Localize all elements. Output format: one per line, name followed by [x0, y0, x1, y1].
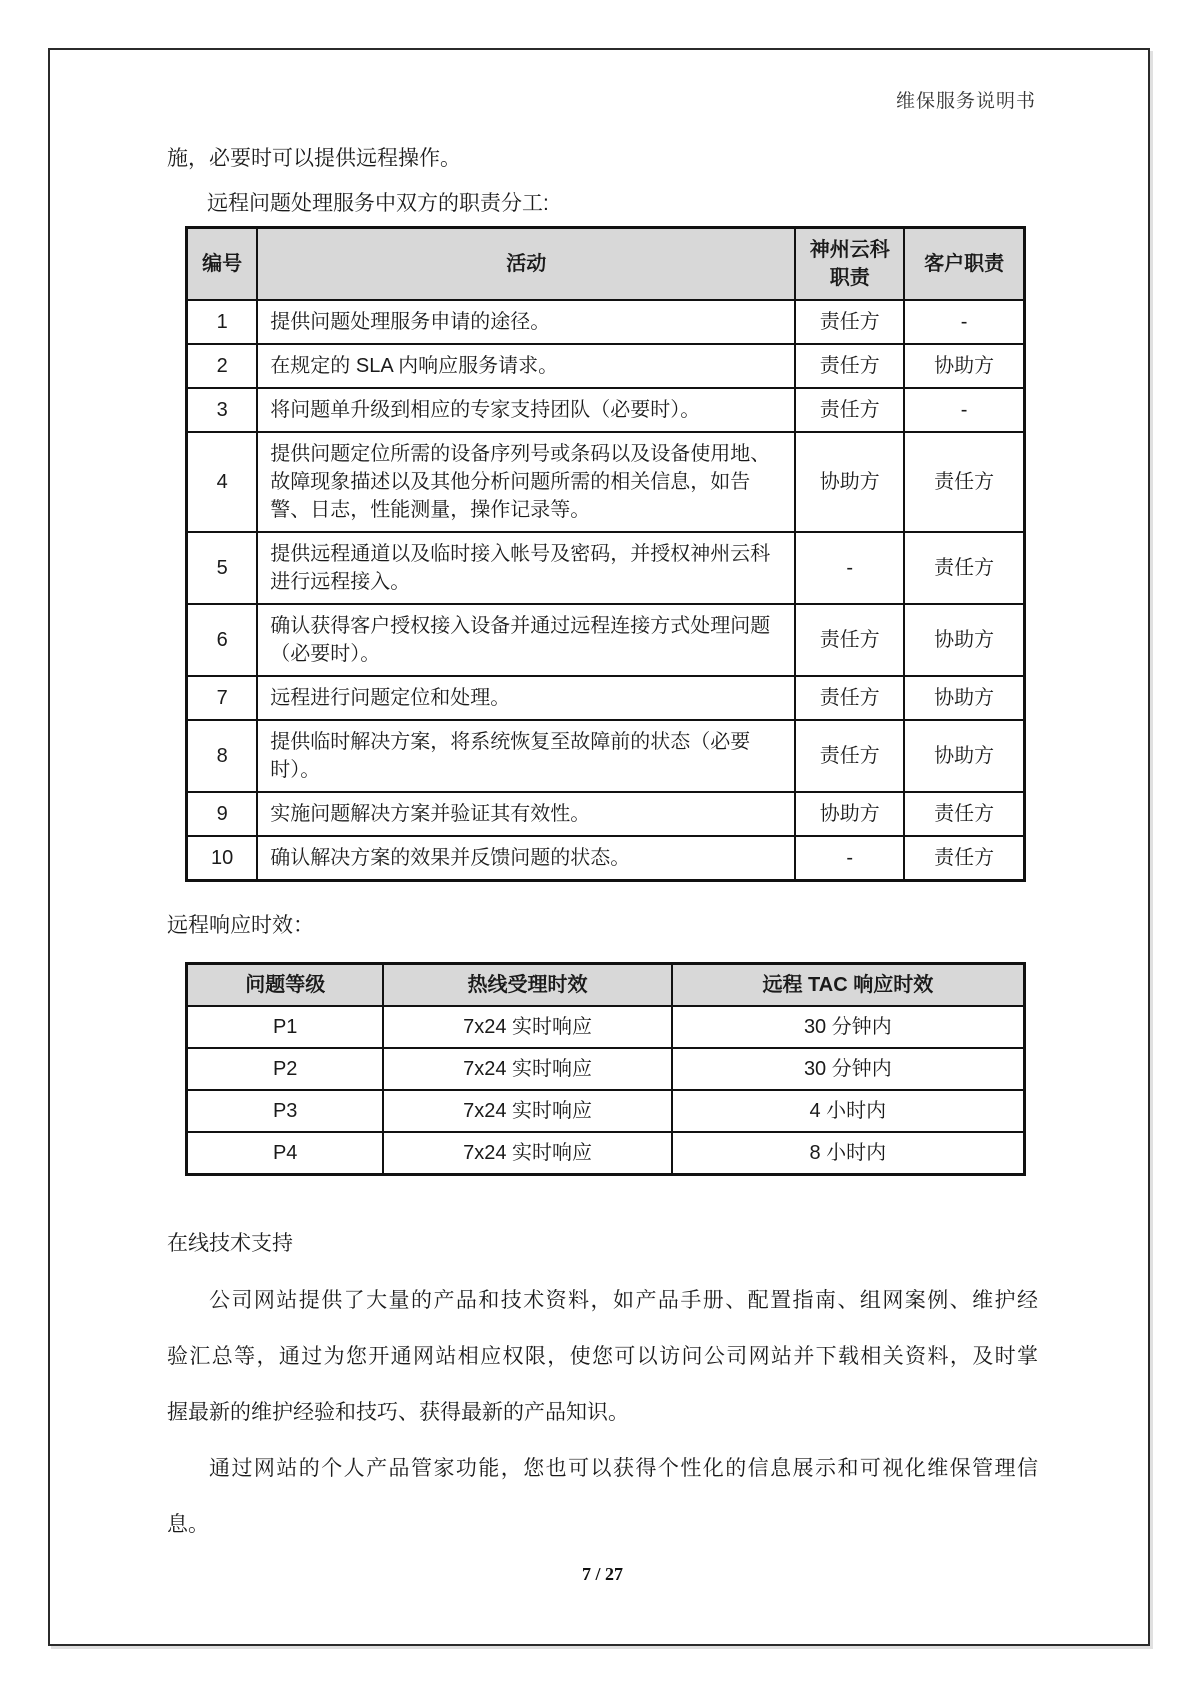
table-row: [187, 836, 1025, 881]
table-row: [187, 1006, 1025, 1048]
cell-customer: 协助方: [904, 676, 1024, 720]
cell-num: 7: [187, 676, 258, 720]
table-row: [187, 1048, 1025, 1090]
table-row: [187, 388, 1025, 432]
page-border-frame: [48, 48, 1150, 1646]
cell-activity: 确认获得客户授权接入设备并通过远程连接方式处理问题（必要时）。: [257, 604, 795, 676]
paragraph: [167, 1452, 1038, 1542]
online-support-heading: 在线技术支持: [167, 1232, 293, 1255]
cell-num: 8: [187, 720, 258, 792]
cell-num: 1: [187, 300, 258, 344]
cell-activity: 提供远程通道以及临时接入帐号及密码，并授权神州云科进行远程接入。: [257, 532, 795, 604]
cell-customer: 责任方: [904, 836, 1024, 881]
paragraph: [167, 1284, 1038, 1430]
cell-hotline: 7x24 实时响应: [383, 1048, 671, 1090]
response-time-table: [185, 962, 1026, 1176]
table-row: [187, 432, 1025, 532]
cell-activity: 实施问题解决方案并验证其有效性。: [257, 792, 795, 836]
response-time-table-body: [187, 1006, 1025, 1175]
header-cell-tac: 远程 TAC 响应时效: [672, 964, 1025, 1007]
table-row: [187, 300, 1025, 344]
cell-tac: 4 小时内: [672, 1090, 1025, 1132]
paragraph-line: 息。: [167, 1513, 209, 1536]
response-time-table-header: [187, 964, 1025, 1007]
table-row: [187, 792, 1025, 836]
cell-activity: 提供临时解决方案，将系统恢复至故障前的状态（必要时）。: [257, 720, 795, 792]
cell-provider: -: [795, 532, 904, 604]
cell-provider: 责任方: [795, 676, 904, 720]
cell-num: 4: [187, 432, 258, 532]
cell-activity: 在规定的 SLA 内响应服务请求。: [257, 344, 795, 388]
table-row: [187, 720, 1025, 792]
cell-customer: -: [904, 388, 1024, 432]
intro-line: 施，必要时可以提供远程操作。: [167, 147, 461, 170]
cell-level: P2: [187, 1048, 384, 1090]
responsibility-table-body: [187, 300, 1025, 881]
cell-customer: 协助方: [904, 344, 1024, 388]
cell-activity: 远程进行问题定位和处理。: [257, 676, 795, 720]
cell-num: 6: [187, 604, 258, 676]
cell-customer: -: [904, 300, 1024, 344]
cell-num: 3: [187, 388, 258, 432]
cell-provider: 责任方: [795, 604, 904, 676]
cell-activity: 将问题单升级到相应的专家支持团队（必要时）。: [257, 388, 795, 432]
header-cell-num: 编号: [187, 228, 258, 301]
responsibility-table: [185, 226, 1026, 882]
responsibility-table-caption: 远程问题处理服务中双方的职责分工:: [207, 192, 549, 215]
cell-hotline: 7x24 实时响应: [383, 1090, 671, 1132]
cell-customer: 协助方: [904, 720, 1024, 792]
cell-provider: 责任方: [795, 300, 904, 344]
cell-hotline: 7x24 实时响应: [383, 1132, 671, 1175]
page-number: 7 / 27: [581, 1564, 623, 1584]
paragraph-line: 验汇总等，通过为您开通网站相应权限，使您可以访问公司网站并下载相关资料，及时掌: [167, 1345, 1038, 1368]
cell-level: P4: [187, 1132, 384, 1175]
cell-provider: 协助方: [795, 792, 904, 836]
cell-provider: -: [795, 836, 904, 881]
table-row: [187, 532, 1025, 604]
cell-level: P1: [187, 1006, 384, 1048]
cell-num: 9: [187, 792, 258, 836]
response-time-heading: 远程响应时效：: [167, 914, 314, 937]
cell-customer: 协助方: [904, 604, 1024, 676]
cell-activity: 提供问题定位所需的设备序列号或条码以及设备使用地、故障现象描述以及其他分析问题所需的相关信息，如告警、日志，性能测量，操作记录等。: [257, 432, 795, 532]
paragraph-line: 通过网站的个人产品管家功能，您也可以获得个性化的信息展示和可视化维保管理信: [209, 1457, 1038, 1480]
header-cell-activity: 活动: [257, 228, 795, 301]
cell-num: 2: [187, 344, 258, 388]
cell-tac: 30 分钟内: [672, 1006, 1025, 1048]
table-row: [187, 344, 1025, 388]
table-row: [187, 676, 1025, 720]
header-cell-level: 问题等级: [187, 964, 384, 1007]
cell-tac: 30 分钟内: [672, 1048, 1025, 1090]
table-row: [187, 1132, 1025, 1175]
cell-num: 5: [187, 532, 258, 604]
cell-tac: 8 小时内: [672, 1132, 1025, 1175]
header-cell-provider: 神州云科职责: [795, 228, 904, 301]
table-row: [187, 604, 1025, 676]
header-title: 维保服务说明书: [895, 91, 1036, 112]
header-cell-hotline: 热线受理时效: [383, 964, 671, 1007]
cell-customer: 责任方: [904, 532, 1024, 604]
cell-provider: 责任方: [795, 720, 904, 792]
cell-provider: 责任方: [795, 344, 904, 388]
header-cell-customer: 客户职责: [904, 228, 1024, 301]
table-header-row: [187, 964, 1025, 1007]
cell-activity: 提供问题处理服务申请的途径。: [257, 300, 795, 344]
cell-customer: 责任方: [904, 432, 1024, 532]
table-row: [187, 1090, 1025, 1132]
paragraph-line: 握最新的维护经验和技巧、获得最新的产品知识。: [167, 1401, 629, 1424]
cell-provider: 协助方: [795, 432, 904, 532]
cell-hotline: 7x24 实时响应: [383, 1006, 671, 1048]
cell-customer: 责任方: [904, 792, 1024, 836]
responsibility-table-header: [187, 228, 1025, 301]
cell-provider: 责任方: [795, 388, 904, 432]
cell-level: P3: [187, 1090, 384, 1132]
table-header-row: [187, 228, 1025, 301]
paragraph-line: 公司网站提供了大量的产品和技术资料，如产品手册、配置指南、组网案例、维护经: [209, 1289, 1038, 1312]
cell-num: 10: [187, 836, 258, 881]
running-header: [167, 86, 1036, 110]
cell-activity: 确认解决方案的效果并反馈问题的状态。: [257, 836, 795, 881]
